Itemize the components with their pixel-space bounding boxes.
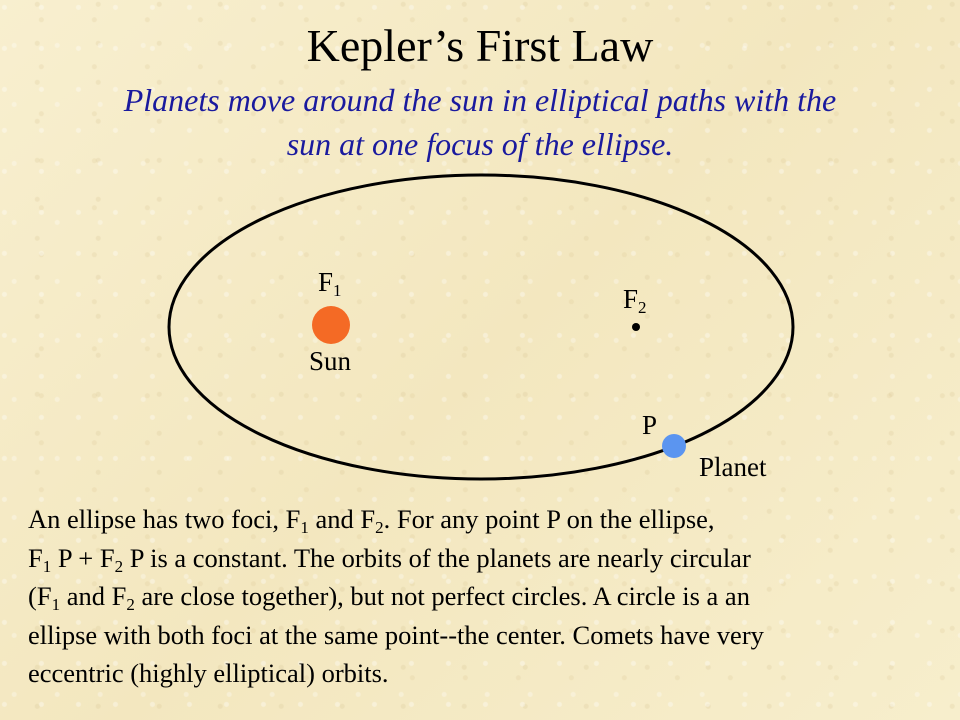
body-line-5: eccentric (highly elliptical) orbits. xyxy=(28,658,389,688)
subtitle-line-2: sun at one focus of the ellipse. xyxy=(286,126,674,162)
body-line-2 xyxy=(28,539,943,578)
subtitle-line-1: Planets move around the sun in elliptical paths with the xyxy=(123,82,837,118)
focus2-label xyxy=(623,284,647,317)
body-text-run: and F xyxy=(308,504,376,534)
subscript: 2 xyxy=(375,518,384,537)
body-text-run: An ellipse has two foci, F xyxy=(28,504,301,534)
body-text-run: P + F xyxy=(51,542,115,573)
sun-icon xyxy=(312,306,350,344)
planet-icon xyxy=(662,434,686,458)
subscript: 2 xyxy=(114,556,124,576)
body-text-run: (F xyxy=(28,581,52,611)
sun-label: Sun xyxy=(309,346,352,376)
explanation-paragraph xyxy=(28,500,943,693)
subscript: 1 xyxy=(42,556,52,576)
body-line-3 xyxy=(28,577,943,616)
body-line-4: ellipse with both foci at the same point--the center. Comets have very xyxy=(28,619,764,650)
body-text-run: F xyxy=(28,542,43,573)
body-text-run: and F xyxy=(60,581,127,611)
body-text-run: . For any point P on the ellipse, xyxy=(383,504,715,534)
subscript: 1 xyxy=(300,518,309,537)
focus2-dot xyxy=(632,323,640,331)
focus1-letter: F xyxy=(318,267,334,297)
orbit-ellipse xyxy=(169,175,793,479)
body-text-run: P is a constant. The orbits of the planets are nearly circular xyxy=(123,542,751,573)
subscript: 1 xyxy=(51,595,61,614)
focus2-letter: F xyxy=(623,284,639,314)
subscript: 2 xyxy=(126,595,135,614)
body-text-run: are close together), but not perfect circles. A circle is a an xyxy=(134,581,750,611)
focus2-index: 2 xyxy=(638,298,647,317)
body-line-1 xyxy=(28,500,943,539)
point-p-label: P xyxy=(642,410,658,440)
slide-title: Kepler’s First Law xyxy=(306,20,654,71)
focus1-label xyxy=(318,267,342,300)
planet-label: Planet xyxy=(699,452,767,482)
focus1-index: 1 xyxy=(333,281,342,300)
